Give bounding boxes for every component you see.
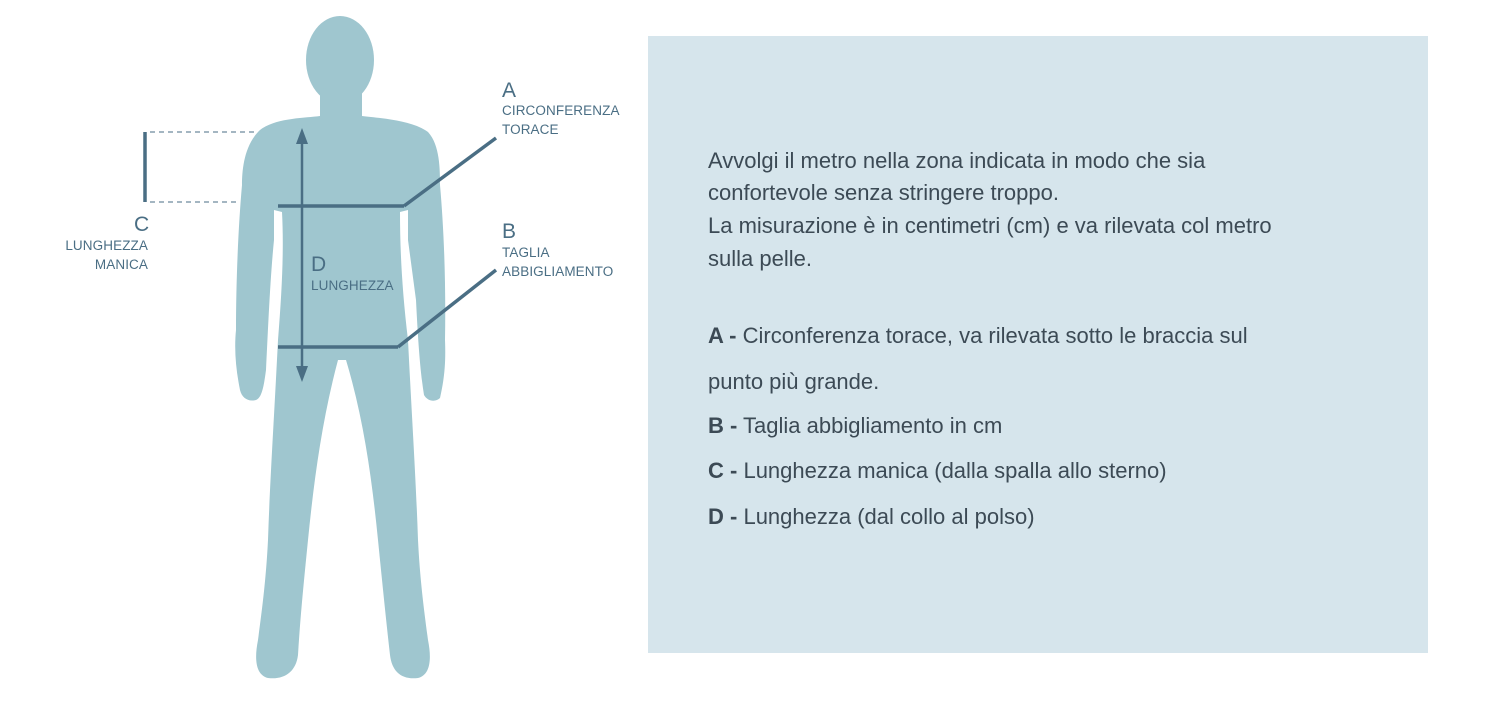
- label-c-line2: MANICA: [94, 257, 148, 272]
- label-b-line1: TAGLIA: [502, 245, 550, 260]
- label-d-line1: LUNGHEZZA: [311, 278, 394, 293]
- measure-key-b: B -: [708, 413, 738, 438]
- intro-line-3: La misurazione è in centimetri (cm) e va rilevata col metro: [708, 213, 1272, 238]
- measure-text-a: Circonferenza torace, va rilevata sotto le braccia sul: [742, 323, 1248, 348]
- label-b-letter: B: [502, 220, 517, 243]
- measure-key-a: A -: [708, 323, 737, 348]
- intro-line-2: confortevole senza stringere troppo.: [708, 180, 1059, 205]
- measure-item-a: [708, 323, 1248, 349]
- sleeve-bracket-c: [145, 132, 256, 202]
- measure-text-c: Lunghezza manica (dalla spalla allo sterno): [743, 458, 1167, 483]
- measure-item-a-continuation: punto più grande.: [708, 369, 880, 394]
- measure-key-d: D -: [708, 504, 738, 529]
- label-b-line2: ABBIGLIAMENTO: [502, 264, 614, 279]
- body-measurement-diagram: [0, 0, 640, 700]
- label-c-letter: C: [134, 213, 150, 236]
- instructions-panel: [648, 36, 1428, 653]
- measure-item-d: [708, 504, 1035, 530]
- intro-line-4: sulla pelle.: [708, 246, 812, 271]
- measure-item-b: [708, 413, 1002, 439]
- label-a-letter: A: [502, 79, 517, 102]
- intro-line-1: Avvolgi il metro nella zona indicata in modo che sia: [708, 148, 1206, 173]
- measure-key-c: C -: [708, 458, 738, 483]
- label-a-line1: CIRCONFERENZA: [502, 103, 620, 118]
- label-d-letter: D: [311, 253, 327, 276]
- label-a-line2: TORACE: [502, 122, 559, 137]
- measure-text-d: Lunghezza (dal collo al polso): [743, 504, 1035, 529]
- label-c-line1: LUNGHEZZA: [65, 238, 148, 253]
- measure-text-b: Taglia abbigliamento in cm: [743, 413, 1003, 438]
- measure-item-c: [708, 458, 1167, 484]
